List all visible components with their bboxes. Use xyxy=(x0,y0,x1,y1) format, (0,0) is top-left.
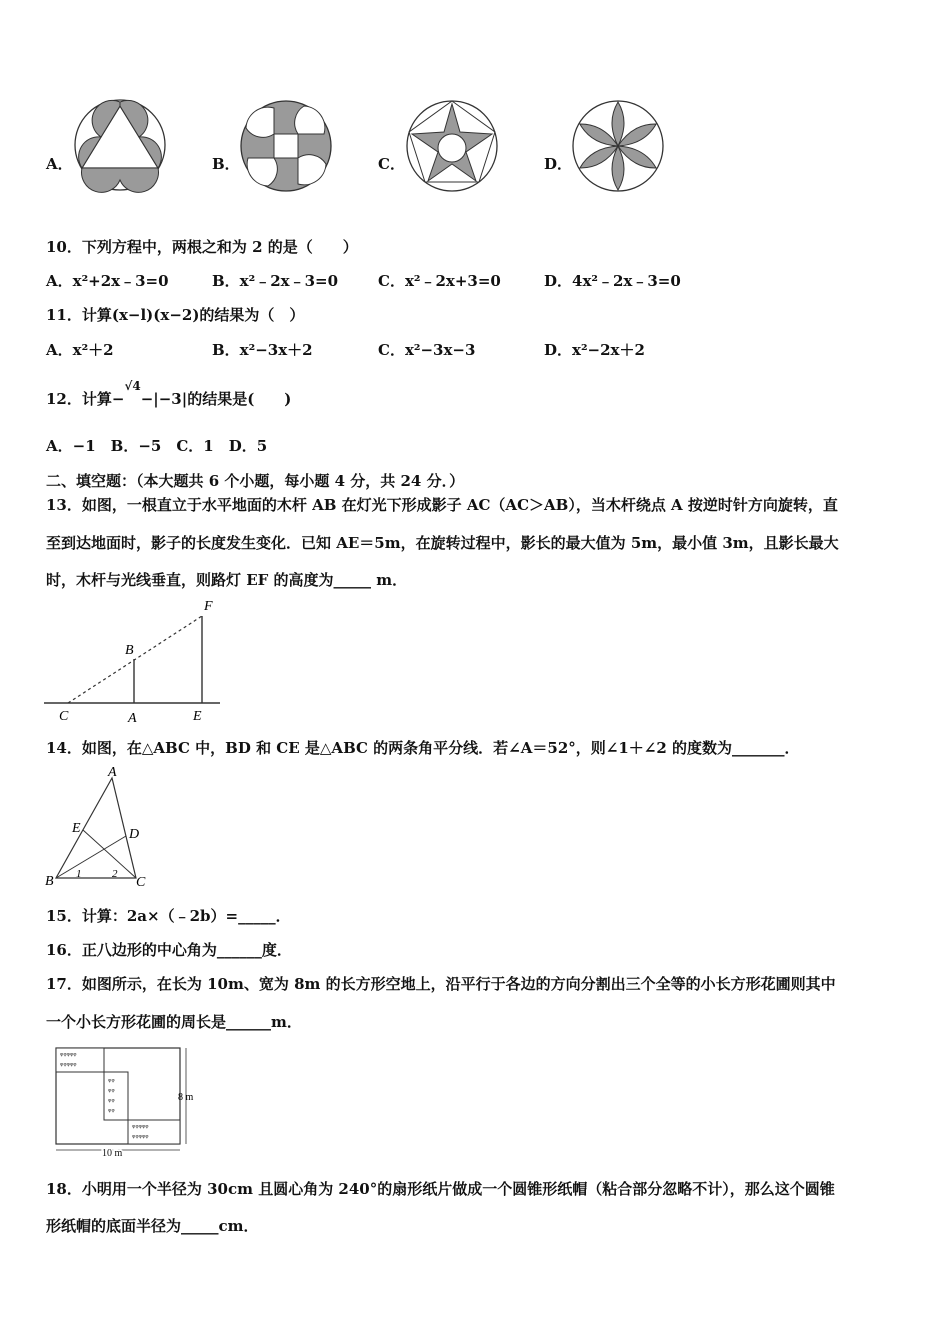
q10-option-d: D．4x²﹣2x﹣3=0 xyxy=(544,272,681,290)
q14-triangle-abc xyxy=(56,778,136,878)
q12-stem-pre: 12．计算− xyxy=(46,390,125,408)
q9-option-c-label: C． xyxy=(378,155,405,173)
q14-label-d: D xyxy=(129,827,140,842)
q13-label-c: C xyxy=(59,709,69,724)
q10-option-b: B．x²﹣2x﹣3=0 xyxy=(212,272,339,290)
q9-figure-c xyxy=(402,98,502,194)
q16-stem: 16．正八边形的中心角为______度． xyxy=(46,941,292,959)
q13-label-f: F xyxy=(204,599,213,614)
q17-width-label: 10 m xyxy=(102,1148,123,1159)
q9-option-d-label: D． xyxy=(544,155,573,173)
q13-label-e: E xyxy=(193,709,202,724)
q12-options: A．−1 B．−5 C．1 D．5 xyxy=(46,437,268,455)
q9-option-b-label: B． xyxy=(212,155,240,173)
svg-text:ᵠᵠᵠᵠᵠ: ᵠᵠᵠᵠᵠ xyxy=(60,1061,77,1070)
q13-line-2: 至到达地面时，影子的长度发生变化．已知 AE＝5m，在旋转过程中，影长的最大值为 5m，最小值 3m，且影长最大 xyxy=(46,534,839,552)
q12-radical: √4 xyxy=(124,379,141,393)
q18-line-1: 18．小明用一个半径为 30cm 且圆心角为 240°的扇形纸片做成一个圆锥形纸帽（粘合部分忽略不计），那么这个圆锥 xyxy=(46,1180,835,1198)
q13-line-1: 13．如图，一根直立于水平地面的木杆 AB 在灯光下形成影子 AC（AC＞AB），当木杆绕点 A 按逆时针方向旋转，直 xyxy=(46,496,838,514)
q14-label-c: C xyxy=(136,875,146,890)
q13-label-b: B xyxy=(125,643,134,658)
q14-label-e: E xyxy=(72,821,81,836)
q9-figure-a xyxy=(72,98,172,194)
q11-stem: 11．计算(x−l)(x−2)的结果为（ ） xyxy=(46,306,305,324)
q12-stem-post: −|−3|的结果是( ) xyxy=(140,390,292,408)
q9-figure-b xyxy=(236,98,336,194)
q13-figure xyxy=(42,596,222,726)
q13-line-3: 时，木杆与光线垂直，则路灯 EF 的高度为_____ m． xyxy=(46,571,408,589)
q13-light-ray xyxy=(68,616,202,703)
q9-option-a-label: A． xyxy=(46,155,73,173)
q12-stem xyxy=(46,379,292,409)
q11-option-c: C．x²−3x−3 xyxy=(378,341,476,359)
q14-label-1: 1 xyxy=(76,868,82,880)
svg-text:ᵠᵠ: ᵠᵠ xyxy=(108,1077,115,1086)
q9-figure-d xyxy=(570,98,670,194)
svg-text:ᵠᵠᵠᵠᵠ: ᵠᵠᵠᵠᵠ xyxy=(132,1123,149,1132)
q11-option-b: B．x²−3x＋2 xyxy=(212,341,313,359)
svg-text:ᵠᵠᵠᵠᵠ: ᵠᵠᵠᵠᵠ xyxy=(60,1051,77,1060)
q14-label-b: B xyxy=(45,874,54,889)
q17-line-1: 17．如图所示，在长为 10m、宽为 8m 的长方形空地上，沿平行于各边的方向分割出三个全等的小长方形花圃则其中 xyxy=(46,975,836,993)
q14-triangle-figure xyxy=(42,764,152,890)
q17-line-2: 一个小长方形花圃的周长是______m． xyxy=(46,1013,302,1031)
q13-label-a: A xyxy=(128,711,137,726)
q10-option-c: C．x²﹣2x+3=0 xyxy=(378,272,501,290)
q14-label-2: 2 xyxy=(112,868,118,880)
q10-stem: 10．下列方程中，两根之和为 2 的是（ ） xyxy=(46,238,358,256)
section-2-heading: 二、填空题：（本大题共 6 个小题，每小题 4 分，共 24 分．） xyxy=(46,472,465,490)
q14-label-a: A xyxy=(108,765,117,780)
q18-line-2: 形纸帽的底面半径为_____cm． xyxy=(46,1217,259,1235)
q15-stem: 15．计算：2a×（﹣2b）=_____． xyxy=(46,907,291,925)
q11-option-a: A．x²＋2 xyxy=(46,341,114,359)
q17-height-label: 8 m xyxy=(178,1092,194,1103)
q10-option-a: A．x²+2x﹣3=0 xyxy=(46,272,169,290)
svg-text:ᵠᵠᵠᵠᵠ: ᵠᵠᵠᵠᵠ xyxy=(132,1133,149,1142)
svg-text:ᵠᵠ: ᵠᵠ xyxy=(108,1107,115,1116)
svg-text:ᵠᵠ: ᵠᵠ xyxy=(108,1087,115,1096)
svg-text:ᵠᵠ: ᵠᵠ xyxy=(108,1097,115,1106)
q14-stem: 14．如图，在△ABC 中，BD 和 CE 是△ABC 的两条角平分线．若∠A＝52°，则∠1＋∠2 的度数为_______． xyxy=(46,739,800,757)
q17-rectangle-figure xyxy=(52,1044,208,1160)
q11-option-d: D．x²−2x＋2 xyxy=(544,341,645,359)
